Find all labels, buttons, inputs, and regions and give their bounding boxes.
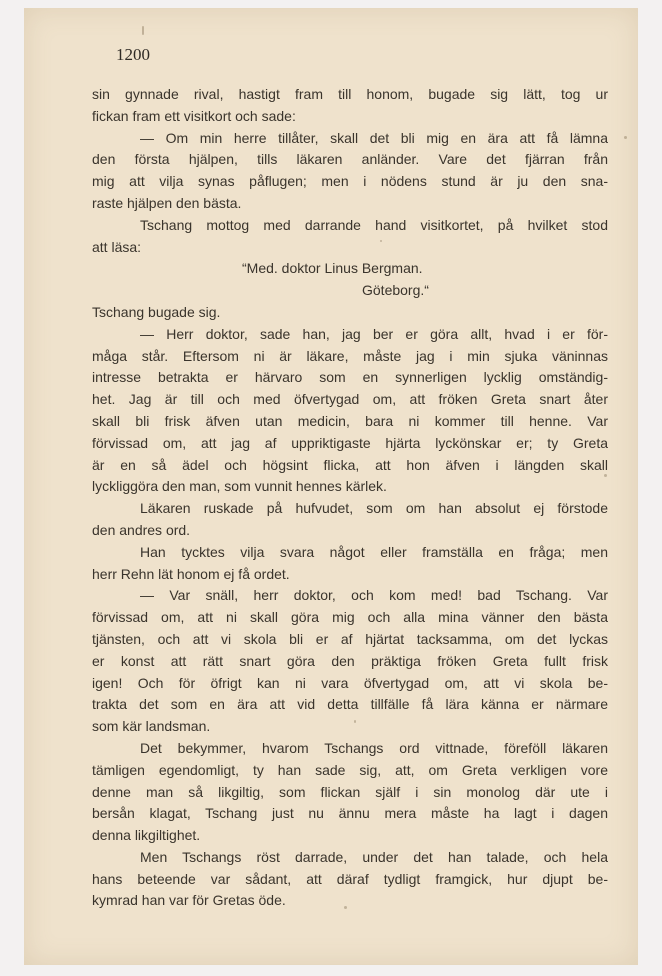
text-line: trakta det som en ära att vid detta tillfälle få lära känna er närmare <box>92 696 608 713</box>
text-line: er konst att rätt snart göra den präktiga fröken Greta fullt frisk <box>92 652 608 669</box>
text-line: den andres ord. <box>92 521 191 538</box>
text-line: denna likgiltighet. <box>92 827 201 844</box>
body-text <box>92 84 608 912</box>
text-line: lyckliggöra den man, som vunnit hennes kärlek. <box>92 478 387 495</box>
text-line: het. Jag är till och med öfvertygad om, att fröken Greta snart åter <box>92 391 608 408</box>
text-line: är en så ädel och högsint flicka, att hon äfven i längden skall <box>92 456 608 473</box>
text-line: måga står. Eftersom ni är läkare, måste jag i min sjuka väninnas <box>92 347 608 364</box>
text-line: — Herr doktor, sade han, jag ber er göra allt, hvad i er för- <box>140 325 608 342</box>
text-line: hans beteende var sådant, att däraf tydligt framgick, hur djupt be- <box>92 870 608 887</box>
text-line: denne man så likgiltig, som flickan själf i sin monolog där ute i <box>92 783 608 800</box>
paper-speck <box>142 26 144 35</box>
text-line: Tschang bugade sig. <box>92 303 221 320</box>
text-line: intresse betrakta er härvaro som en synnerligen lycklig omständig- <box>92 369 608 386</box>
text-line: Tschang mottog med darrande hand visitkortet, på hvilket stod <box>140 216 608 233</box>
text-line: Han tycktes vilja svara något eller framställa en fråga; men <box>140 543 608 560</box>
text-line: Det bekymmer, hvarom Tschangs ord vittnade, föreföll läkaren <box>140 739 608 756</box>
text-line: skall bli frisk äfven utan medicin, bara ni kommer till henne. Var <box>92 412 608 429</box>
card-city-line: Göteborg.“ <box>362 282 429 299</box>
text-line: Men Tschangs röst darrade, under det han talade, och hela <box>140 848 608 865</box>
text-line: att läsa: <box>92 238 142 255</box>
text-line: sin gynnade rival, hastigt fram till honom, bugade sig lätt, tog ur <box>92 86 608 102</box>
text-line: — Om min herre tillåter, skall det bli mig en ära att få lämna <box>140 129 608 146</box>
text-line: den första hjälpen, tills läkaren anländer. Vare det fjärran från <box>92 151 608 168</box>
text-line: förvissad om, att ni skall göra mig och alla mina vänner den bästa <box>92 609 608 626</box>
text-line: som kär landsman. <box>92 718 211 735</box>
text-line: — Var snäll, herr doktor, och kom med! bad Tschang. Var <box>140 587 608 604</box>
text-line: mig att vilja synas påflugen; men i nödens stund är ju den sna- <box>92 173 608 190</box>
text-line: bersån klagat, Tschang just nu ännu mera måste ha lagt i dagen <box>92 805 608 822</box>
text-line: tjänsten, och att vi skola bli er af hjärtat tacksamma, om det lyckas <box>92 630 608 647</box>
text-line: igen! Och för öfrigt kan ni vara öfvertygad om, att vi skola be- <box>92 674 608 691</box>
text-line: fickan fram ett visitkort och sade: <box>92 107 296 124</box>
page-number: 1200 <box>116 45 150 64</box>
paper-speck <box>624 136 627 139</box>
text-line: raste hjälpen den bästa. <box>92 194 242 211</box>
text-line: kymrad han var för Gretas öde. <box>92 892 286 909</box>
card-name-line: “Med. doktor Linus Bergman. <box>242 260 423 277</box>
text-line: Läkaren ruskade på hufvudet, som om han absolut ej förstode <box>140 500 608 517</box>
text-line: förvissad om, att jag af uppriktigaste hjärta lyckönskar er; ty Greta <box>92 434 608 451</box>
text-line: tämligen egendomligt, ty han sade sig, att, om Greta verkligen vore <box>92 761 608 778</box>
text-line: herr Rehn lät honom ej få ordet. <box>92 565 290 582</box>
